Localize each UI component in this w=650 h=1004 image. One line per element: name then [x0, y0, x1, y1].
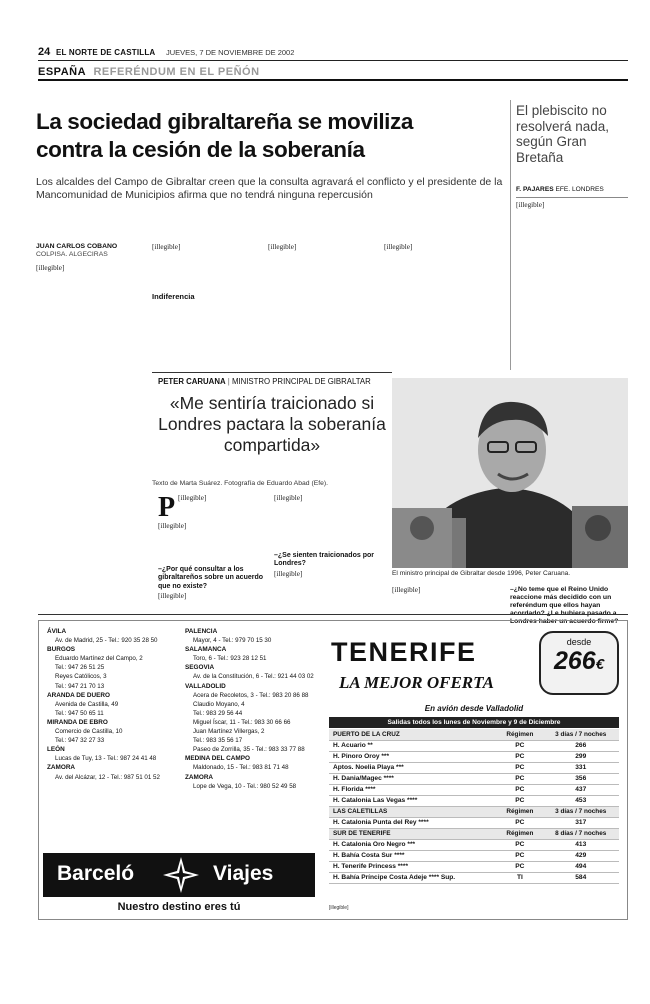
office-line: Av. del Alcázar, 12 - Tel.: 987 51 01 52 [55, 773, 160, 781]
headline-line2: contra la cesión de la soberanía [36, 137, 365, 162]
section-rule [38, 79, 628, 81]
office-city: BURGOS [47, 646, 76, 654]
flight-line: En avión desde Valladolid [424, 704, 524, 713]
main-byline [36, 243, 146, 259]
office-line: Tel.: 947 50 65 11 [55, 709, 104, 717]
interview-column-3 [392, 586, 504, 606]
hotel-row: H. Acuario ** PC 266 [329, 740, 619, 751]
caruana-photo [392, 378, 628, 568]
hotel-row: H. Florida **** PC 437 [329, 784, 619, 795]
office-zamora-2 [185, 773, 315, 791]
hotel-row: H. Catalonia Las Vegas **** PC 453 [329, 795, 619, 806]
office-line: Juan Martínez Villergas, 2 [193, 728, 265, 736]
interview-column-1b [158, 522, 268, 562]
office-city: LEÓN [47, 746, 65, 754]
hotel-row: H. Pinoro Oroy *** PC 299 [329, 751, 619, 762]
office-line: Tel.: 947 21 70 13 [55, 682, 105, 690]
headline [36, 108, 516, 164]
office-city: MIRANDA DE EBRO [47, 718, 108, 726]
office-line: Claudio Moyano, 4 [193, 700, 245, 708]
interview-column-1-text: [illegible] [178, 494, 207, 502]
sidebar-byline-rule [516, 197, 628, 198]
photo-caption: El ministro principal de Gibraltar desde 1996, Peter Caruana. [392, 570, 571, 577]
sidebar-title: El plebiscito no resolverá nada, según Gran Bretaña [516, 103, 610, 165]
section-bar [38, 62, 628, 78]
office-city: SALAMANCA [185, 646, 227, 654]
sidebar-byline [516, 186, 628, 193]
headline-line1: La sociedad gibraltareña se moviliza [36, 109, 413, 134]
interview-kicker: PETER CARUANA | MINISTRO PRINCIPAL DE GIBRALTAR [158, 377, 371, 386]
sidebar-body-text: [illegible] [516, 201, 545, 209]
price-badge [539, 631, 619, 695]
page-header [38, 47, 628, 60]
question-2: –¿Se sienten traicionados por Londres? [274, 552, 374, 568]
issue-date: JUEVES, 7 DE NOVIEMBRE DE 2002 [166, 48, 295, 57]
page-number: 24 [38, 46, 51, 58]
article-column-1 [36, 264, 146, 589]
interview-credit: Texto de Marta Suárez. Fotografía de Eduardo Abad (Efe). [152, 480, 329, 487]
sidebar-author: F. PAJARES [516, 186, 554, 193]
interview-column-1c-text: [illegible] [158, 592, 187, 600]
office-line: Acera de Recoletos, 3 - Tel.: 983 20 86 88 [193, 691, 309, 699]
hotel-row: H. Bahía Costa Sur **** PC 429 [329, 850, 619, 861]
question-4: –¿No teme que el Reino Unido reaccione más decidido con un referéndum que ellos hayan acordado? ¿Le hubiera pasado a Londres haber un acuerdo firme? [510, 586, 619, 625]
main-author: JUAN CARLOS COBANO [36, 243, 118, 250]
header-rule [38, 60, 628, 61]
brand-name: Barceló [57, 862, 135, 885]
interview-column-3-text: [illegible] [392, 586, 421, 594]
interview-column-1c [158, 592, 268, 606]
office-valladolid [185, 682, 315, 755]
office-avila [47, 627, 182, 645]
sidebar-body [516, 201, 628, 366]
office-aranda [47, 691, 182, 718]
sidebar-divider [510, 100, 511, 370]
office-line: Lope de Vega, 10 - Tel.: 980 52 49 58 [193, 782, 297, 790]
article-column-2 [152, 243, 262, 361]
office-burgos [47, 645, 182, 690]
office-city: VALLADOLID [185, 682, 226, 690]
office-line: Maldonado, 15 - Tel.: 983 81 71 48 [193, 764, 289, 772]
article-column-1-text: [illegible] [36, 264, 65, 272]
office-palencia [185, 627, 315, 645]
interview-quote: «Me sentiría traicionado si Londres pactara la soberanía compartida» [158, 393, 386, 455]
office-line: Comercio de Castilla, 10 [55, 728, 123, 736]
hotel-row: H. Bahía Príncipe Costa Adeje **** Sup. TI 584 [329, 872, 619, 883]
price-value: 266€ [553, 647, 605, 675]
question-1: –¿Por qué consultar a los gibraltareños sobre un acuerdo que no existe? [158, 566, 264, 590]
section-label: ESPAÑA [38, 66, 87, 78]
ad-top-rule [38, 614, 628, 615]
hotel-row: H. Dania/Magec **** PC 356 [329, 773, 619, 784]
office-line: Mayor, 4 - Tel.: 979 70 15 30 [193, 637, 272, 645]
hotel-row: H. Catalonia Oro Negro *** PC 413 [329, 839, 619, 850]
office-medina [185, 754, 315, 772]
office-miranda [47, 718, 182, 745]
hotel-row: H. Tenerife Princess **** PC 494 [329, 861, 619, 872]
office-line: Miguel Íscar, 11 - Tel.: 983 30 66 66 [193, 718, 291, 726]
slogan: Nuestro destino eres tú [117, 901, 241, 913]
office-city: SEGOVIA [185, 664, 215, 672]
office-city: ZAMORA [185, 773, 214, 781]
interview-top-rule [152, 372, 392, 373]
ad-fine-print: [illegible] [329, 905, 349, 911]
office-list-2 [185, 627, 315, 791]
zone-row: PUERTO DE LA CRUZ Régimen 3 días / 7 noches [329, 729, 619, 740]
destination-title: TENERIFE [331, 637, 477, 667]
office-city: PALENCIA [185, 628, 218, 635]
barcelo-logo [43, 853, 315, 897]
interview-column-1 [178, 494, 268, 520]
office-zamora [47, 763, 182, 781]
interviewee-name: PETER CARUANA [158, 377, 226, 386]
interview-column-1b-text: [illegible] [158, 522, 187, 530]
hotel-row: Aptos. Noelia Playa *** PC 331 [329, 762, 619, 773]
advertisement [38, 620, 628, 920]
office-line: Reyes Católicos, 3 [55, 673, 107, 681]
office-salamanca [185, 645, 315, 663]
hotel-price-table [329, 729, 619, 884]
article-column-2-text: [illegible] [152, 243, 181, 251]
paper-name: EL NORTE DE CASTILLA [56, 48, 156, 57]
main-dateline: COLPISA. ALGECIRAS [36, 251, 108, 258]
office-segovia [185, 663, 315, 681]
office-line: Av. de la Constitución, 6 - Tel.: 921 44 03 02 [193, 673, 314, 681]
zone-row: SUR DE TENERIFE Régimen 8 días / 7 noches [329, 828, 619, 839]
hotel-table [329, 729, 619, 884]
office-line: Tel.: 983 29 56 44 [193, 709, 243, 717]
brand-name-2: Viajes [213, 862, 274, 885]
interview-column-2-text: [illegible] [274, 494, 303, 502]
dates-line: Salidas todos los lunes de Noviembre y 9 de Diciembre [329, 717, 619, 728]
destination-subtitle: LA MEJOR OFERTA [339, 673, 494, 692]
portrait-illustration [392, 378, 628, 568]
office-line: Eduardo Martínez del Campo, 2 [55, 655, 143, 663]
dropcap: P [158, 492, 176, 523]
office-city: ZAMORA [47, 764, 76, 772]
interviewee-role: MINISTRO PRINCIPAL DE GIBRALTAR [231, 377, 371, 386]
article-column-3 [268, 243, 378, 361]
office-city: ARANDA DE DUERO [47, 691, 110, 699]
star-logo-icon [161, 855, 201, 895]
office-line: Tel.: 983 35 56 17 [193, 737, 243, 745]
deck: Los alcaldes del Campo de Gibraltar creen que la consulta agravará el conflicto y el presidente de la Mancomunidad de Municipios afirma que no tendrá ninguna repercusión [36, 176, 503, 202]
article-column-3-text: [illegible] [268, 243, 297, 251]
zone-row: LAS CALETILLAS Régimen 3 días / 7 noches [329, 806, 619, 817]
price-prefix: desde [566, 637, 592, 647]
interview-column-2 [274, 494, 386, 550]
article-column-4 [384, 243, 504, 361]
office-line: Tel.: 947 32 27 33 [55, 737, 105, 745]
office-line: Av. de Madrid, 25 - Tel.: 920 35 28 50 [55, 637, 158, 645]
office-list-1 [47, 627, 182, 782]
office-line: Toro, 6 - Tel.: 923 28 12 51 [193, 655, 267, 663]
office-city: MEDINA DEL CAMPO [185, 755, 250, 763]
office-line: Avenida de Castilla, 49 [55, 700, 119, 708]
office-line: Tel.: 947 26 51 25 [55, 664, 105, 672]
office-leon [47, 745, 182, 763]
subhead-indiferencia: Indiferencia [152, 292, 195, 301]
hotel-row: H. Catalonia Punta del Rey **** PC 317 [329, 817, 619, 828]
interview-column-2b [274, 570, 386, 606]
article-column-4-text: [illegible] [384, 243, 413, 251]
interview-column-2b-text: [illegible] [274, 570, 303, 578]
sidebar-agency: EFE. LONDRES [555, 186, 604, 193]
office-line: Paseo de Zorrilla, 35 - Tel.: 983 33 77 88 [193, 746, 305, 754]
office-line: Lucas de Tuy, 13 - Tel.: 987 24 41 48 [55, 755, 157, 763]
subsection-label: REFERÉNDUM EN EL PEÑÓN [93, 66, 260, 78]
office-city: ÁVILA [47, 628, 67, 635]
